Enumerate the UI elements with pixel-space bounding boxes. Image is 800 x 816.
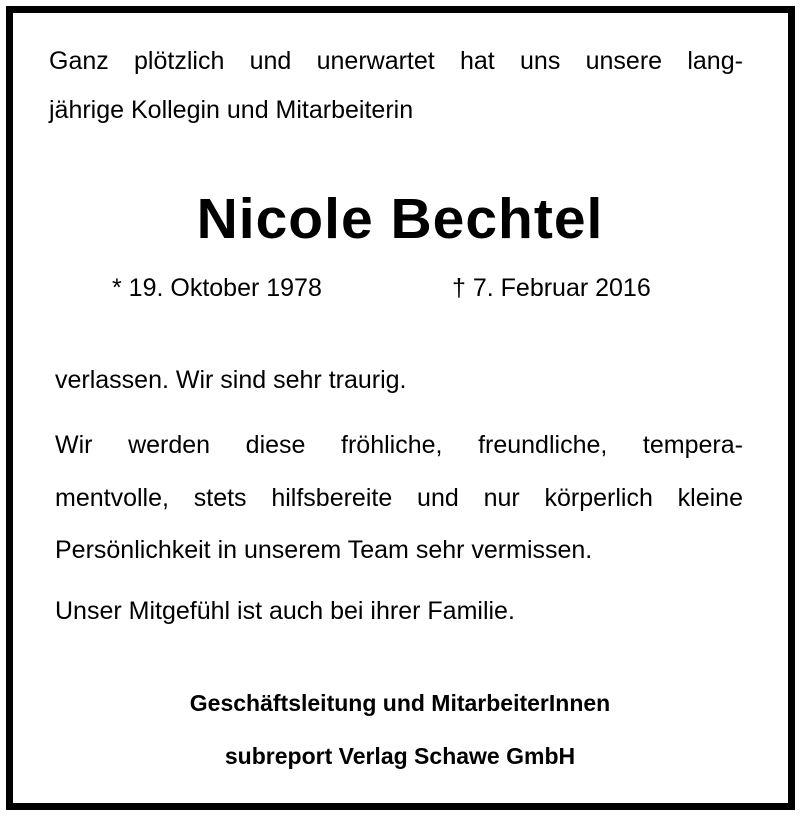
signature-line-2: subreport Verlag Schawe GmbH <box>224 743 576 769</box>
word: Wir <box>55 431 93 459</box>
intro-line-1 <box>49 46 743 76</box>
intro-line-2: jährige Kollegin und Mitarbeiterin <box>49 96 414 124</box>
body-paragraph-2-line-2 <box>55 483 743 513</box>
word: unsere <box>585 47 663 75</box>
word: körperlich <box>544 484 653 512</box>
word: hilfsbereite <box>271 484 393 512</box>
word: kleine <box>677 484 743 512</box>
word: stets <box>193 484 247 512</box>
body-paragraph-2-line-1 <box>55 430 743 460</box>
word: tempera- <box>642 431 743 459</box>
word: werden <box>128 431 211 459</box>
word: uns <box>520 47 561 75</box>
word: und <box>249 47 292 75</box>
word: lang- <box>687 47 743 75</box>
word: freundliche, <box>478 431 608 459</box>
word: nur <box>483 484 520 512</box>
body-paragraph-3: Unser Mitgefühl ist auch bei ihrer Familie. <box>55 597 515 625</box>
word: unerwartet <box>316 47 435 75</box>
word: fröhliche, <box>341 431 443 459</box>
word: Ganz <box>49 47 109 75</box>
word: hat <box>460 47 495 75</box>
deceased-name: Nicole Bechtel <box>196 187 604 251</box>
birth-date: * 19. Oktober 1978 <box>112 274 322 302</box>
body-paragraph-2-line-3: Persönlichkeit in unserem Team sehr vermissen. <box>55 536 593 564</box>
word: diese <box>245 431 306 459</box>
death-date: † 7. Februar 2016 <box>452 274 651 302</box>
signature-line-1: Geschäftsleitung und MitarbeiterInnen <box>189 690 611 716</box>
body-paragraph-1: verlassen. Wir sind sehr traurig. <box>55 366 407 394</box>
word: und <box>417 484 459 512</box>
word: plötzlich <box>134 47 225 75</box>
word: mentvolle, <box>55 484 169 512</box>
